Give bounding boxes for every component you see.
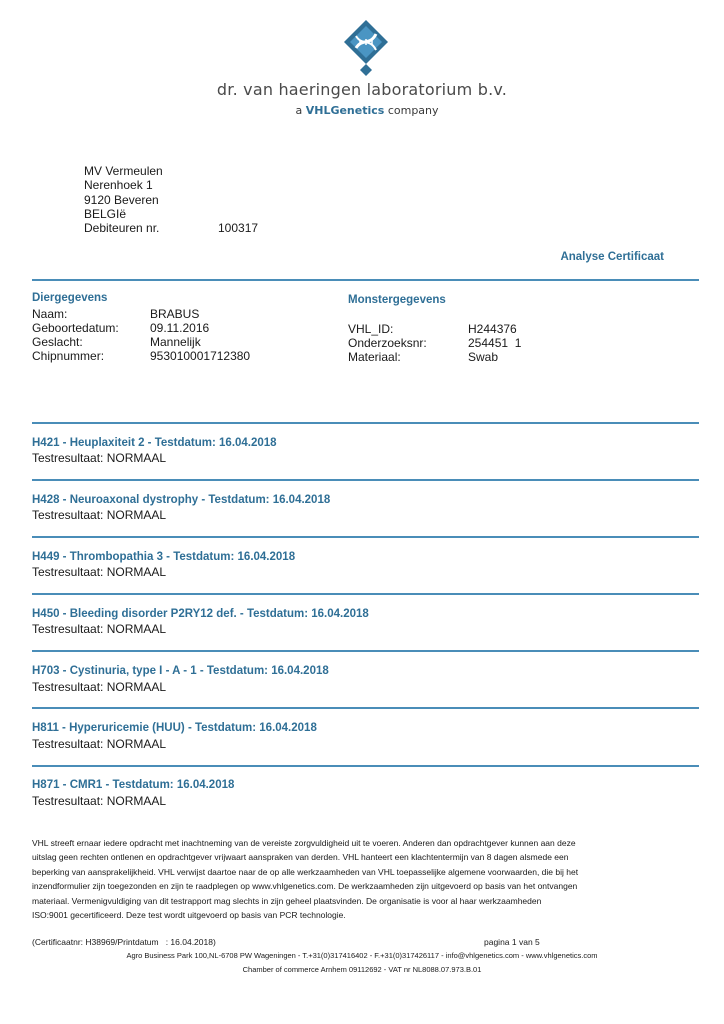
divider <box>32 536 699 538</box>
debtor-label: Debiteuren nr. <box>84 221 160 235</box>
field-value: Swab <box>468 350 499 364</box>
animal-data-heading: Diergegevens <box>32 292 108 304</box>
company-tagline: a VHLGenetics company <box>295 104 439 117</box>
field-label: Naam: <box>32 307 68 321</box>
footer-chamber: Chamber of commerce Arnhem 09112692 - VAT nr NL8088.07.973.B.01 <box>242 965 482 974</box>
test-result: Testresultaat: NORMAAL <box>32 508 167 522</box>
recipient-country: BELGIë <box>84 207 127 221</box>
field-value: BRABUS <box>150 307 200 321</box>
test-result: Testresultaat: NORMAAL <box>32 680 167 694</box>
recipient-city: 9120 Beveren <box>84 193 159 207</box>
recipient-name: MV Vermeulen <box>84 164 163 178</box>
test-title: H428 - Neuroaxonal dystrophy - Testdatum: 16.04.2018 <box>32 494 331 506</box>
divider <box>32 422 699 424</box>
divider <box>32 707 699 709</box>
disclaimer-text: VHL streeft ernaar iedere opdracht met inachtneming van de vereiste zorgvuldigheid uit te voeren. Anderen dan opdrachtgever kunnen aan deze uitslag geen rechten ontlenen en opdrachtgever vrijwaart aanspraken van derden. VHL hanteert een klachtentermijn van 8 dagen alsmede een beperking van aansprakelijkheid. VHL verwijst daartoe naar de op alle werkzaamheden van VHL toepasselijke algemene voorwaarden, die bij het inzendformulier zijn toegezonden en zijn te raadplegen op www.vhlgenetics.com. De werkzaamheden zijn uitgevoerd op basis van het ontvangen materiaal. Vermenigvuldiging van dit testrapport mag slechts in zijn geheel plaatsvinden. De organisatie is voor al haar werkzaamheden ISO:9001 gecertificeerd. Deze test wordt uitgevoerd op basis van PCR technologie. <box>32 838 579 921</box>
dna-helix-diamond-logo-icon <box>342 18 390 76</box>
field-value: 953010001712380 <box>150 349 251 363</box>
field-value: 254451 1 <box>468 336 522 350</box>
test-title: H449 - Thrombopathia 3 - Testdatum: 16.04.2018 <box>32 551 296 563</box>
field-value: 09.11.2016 <box>150 321 210 335</box>
field-label: Geslacht: <box>32 335 83 349</box>
divider <box>32 650 699 652</box>
divider <box>32 593 699 595</box>
test-title: H811 - Hyperuricemie (HUU) - Testdatum: 16.04.2018 <box>32 722 317 734</box>
test-result: Testresultaat: NORMAAL <box>32 794 167 808</box>
divider <box>32 279 699 281</box>
test-result: Testresultaat: NORMAAL <box>32 565 167 579</box>
page-number: pagina 1 van 5 <box>484 937 540 947</box>
divider <box>32 479 699 481</box>
field-value: H244376 <box>468 322 517 336</box>
test-title: H871 - CMR1 - Testdatum: 16.04.2018 <box>32 779 235 791</box>
test-result: Testresultaat: NORMAAL <box>32 622 167 636</box>
test-title: H450 - Bleeding disorder P2RY12 def. - Testdatum: 16.04.2018 <box>32 608 369 620</box>
field-label: Chipnummer: <box>32 349 105 363</box>
debtor-number: 100317 <box>218 221 259 235</box>
certificate-number: (Certificaatnr: H38969/Printdatum : 16.04.2018) <box>32 937 216 947</box>
field-label: VHL_ID: <box>348 322 394 336</box>
field-value: Mannelijk <box>150 335 201 349</box>
divider <box>32 765 699 767</box>
field-label: Onderzoeksnr: <box>348 336 427 350</box>
company-name: dr. van haeringen laboratorium b.v. <box>216 80 508 99</box>
test-result: Testresultaat: NORMAAL <box>32 451 167 465</box>
test-result: Testresultaat: NORMAAL <box>32 737 167 751</box>
recipient-street: Nerenhoek 1 <box>84 178 153 192</box>
field-label: Geboortedatum: <box>32 321 119 335</box>
footer-address: Agro Business Park 100,NL-6708 PW Wageningen - T.+31(0)317416402 - F.+31(0)317426117 - info@vhlgenetics.com - www.vhlgenetics.com <box>126 951 598 960</box>
test-title: H703 - Cystinuria, type I - A - 1 - Testdatum: 16.04.2018 <box>32 665 329 677</box>
brand-name: VHLGenetics <box>305 104 385 117</box>
field-label: Materiaal: <box>348 350 401 364</box>
document-title: Analyse Certificaat <box>560 251 664 263</box>
test-title: H421 - Heuplaxiteit 2 - Testdatum: 16.04.2018 <box>32 437 277 449</box>
sample-data-heading: Monstergegevens <box>348 294 446 306</box>
